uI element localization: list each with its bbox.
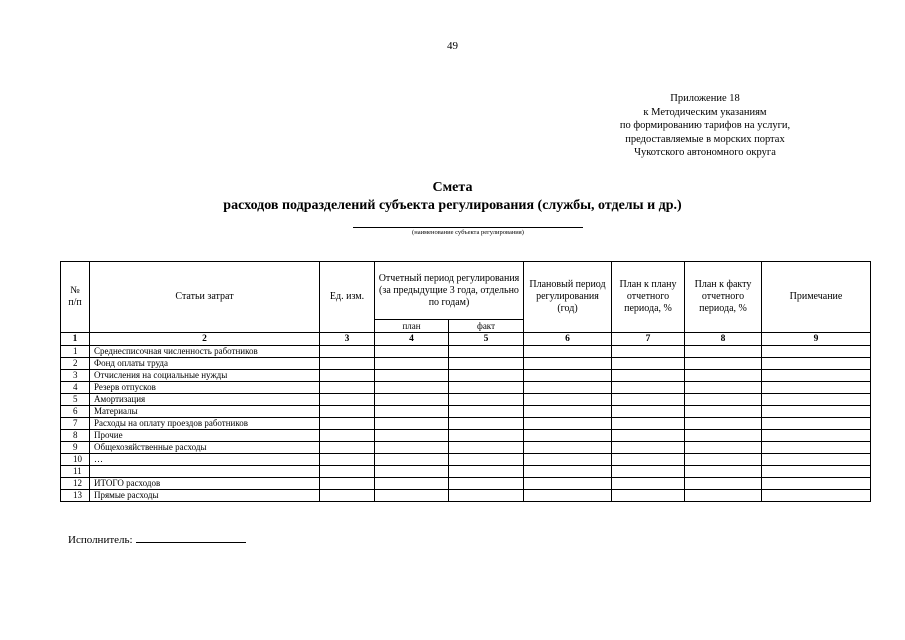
row-value-cell xyxy=(762,466,871,478)
row-value-cell xyxy=(375,454,449,466)
row-value-cell xyxy=(762,382,871,394)
row-value-cell xyxy=(449,454,524,466)
row-value-cell xyxy=(685,382,762,394)
row-cost-item xyxy=(90,466,320,478)
row-value-cell xyxy=(375,346,449,358)
table-row xyxy=(61,346,871,358)
column-number: 9 xyxy=(762,333,871,346)
table-row xyxy=(61,454,871,466)
row-value-cell xyxy=(449,442,524,454)
row-value-cell xyxy=(524,346,612,358)
row-value-cell xyxy=(762,358,871,370)
title-line-1: Смета xyxy=(432,180,473,195)
row-value-cell xyxy=(685,478,762,490)
row-number: 9 xyxy=(61,442,90,454)
row-number: 3 xyxy=(61,370,90,382)
row-value-cell xyxy=(449,478,524,490)
table-row xyxy=(61,478,871,490)
row-value-cell xyxy=(612,418,685,430)
row-value-cell xyxy=(320,478,375,490)
row-value-cell xyxy=(320,418,375,430)
row-value-cell xyxy=(612,370,685,382)
row-cost-item: Материалы xyxy=(90,406,320,418)
row-value-cell xyxy=(320,358,375,370)
row-value-cell xyxy=(612,394,685,406)
row-value-cell xyxy=(762,478,871,490)
header-item: Статьи затрат xyxy=(90,262,320,333)
table-row xyxy=(61,382,871,394)
column-number: 5 xyxy=(449,333,524,346)
row-value-cell xyxy=(375,430,449,442)
row-value-cell xyxy=(612,430,685,442)
row-number: 8 xyxy=(61,430,90,442)
row-number: 4 xyxy=(61,382,90,394)
table-row xyxy=(61,466,871,478)
row-value-cell xyxy=(375,370,449,382)
executor-signature xyxy=(68,532,246,546)
subject-name-line xyxy=(353,227,583,228)
header-note: Примечание xyxy=(762,262,871,333)
row-value-cell xyxy=(449,346,524,358)
row-value-cell xyxy=(762,430,871,442)
row-cost-item: Резерв отпусков xyxy=(90,382,320,394)
column-number: 3 xyxy=(320,333,375,346)
row-cost-item: Прочие xyxy=(90,430,320,442)
row-value-cell xyxy=(685,430,762,442)
column-number: 4 xyxy=(375,333,449,346)
row-value-cell xyxy=(320,466,375,478)
row-value-cell xyxy=(685,454,762,466)
row-number: 2 xyxy=(61,358,90,370)
header-plan-to-fact: План к факту отчетного периода, % xyxy=(685,262,762,333)
row-value-cell xyxy=(762,394,871,406)
row-value-cell xyxy=(524,430,612,442)
row-value-cell xyxy=(762,442,871,454)
row-number: 11 xyxy=(61,466,90,478)
row-value-cell xyxy=(612,358,685,370)
column-number: 6 xyxy=(524,333,612,346)
appendix-line: Приложение 18 xyxy=(670,93,740,104)
row-value-cell xyxy=(685,346,762,358)
row-value-cell xyxy=(762,346,871,358)
row-value-cell xyxy=(524,370,612,382)
row-cost-item: … xyxy=(90,454,320,466)
row-value-cell xyxy=(524,418,612,430)
column-number: 2 xyxy=(90,333,320,346)
appendix-line: Чукотского автономного округа xyxy=(634,147,776,158)
subject-name-caption: (наименование субъекта регулирования) xyxy=(412,229,524,236)
column-number: 7 xyxy=(612,333,685,346)
table-row xyxy=(61,370,871,382)
table-row xyxy=(61,406,871,418)
row-value-cell xyxy=(449,490,524,502)
row-cost-item: Фонд оплаты труда xyxy=(90,358,320,370)
row-cost-item: Прямые расходы xyxy=(90,490,320,502)
row-value-cell xyxy=(685,394,762,406)
row-value-cell xyxy=(612,478,685,490)
row-cost-item: Общехозяйственные расходы xyxy=(90,442,320,454)
row-value-cell xyxy=(685,466,762,478)
row-value-cell xyxy=(375,490,449,502)
executor-blank-line xyxy=(136,532,246,543)
row-value-cell xyxy=(375,466,449,478)
row-number: 7 xyxy=(61,418,90,430)
row-value-cell xyxy=(612,490,685,502)
table-row xyxy=(61,394,871,406)
appendix-line: к Методическим указаниям xyxy=(643,106,767,118)
row-value-cell xyxy=(762,490,871,502)
row-value-cell xyxy=(762,454,871,466)
row-value-cell xyxy=(524,394,612,406)
table-row xyxy=(61,358,871,370)
header-plan-to-plan: План к плану отчетного периода, % xyxy=(612,262,685,333)
row-value-cell xyxy=(762,418,871,430)
row-value-cell xyxy=(524,454,612,466)
title-line-2: расходов подразделений субъекта регулирования (службы, отделы и др.) xyxy=(223,198,682,213)
row-value-cell xyxy=(449,466,524,478)
table-row xyxy=(61,490,871,502)
row-value-cell xyxy=(524,358,612,370)
row-value-cell xyxy=(449,430,524,442)
row-value-cell xyxy=(449,406,524,418)
row-value-cell xyxy=(320,442,375,454)
row-value-cell xyxy=(320,406,375,418)
row-number: 6 xyxy=(61,406,90,418)
appendix-note xyxy=(575,92,835,160)
table-row xyxy=(61,418,871,430)
row-value-cell xyxy=(685,442,762,454)
document-title xyxy=(0,179,905,215)
row-value-cell xyxy=(612,442,685,454)
row-value-cell xyxy=(524,478,612,490)
row-value-cell xyxy=(685,370,762,382)
row-value-cell xyxy=(375,478,449,490)
appendix-line: предоставляемые в морских портах xyxy=(625,133,785,145)
row-value-cell xyxy=(612,454,685,466)
row-value-cell xyxy=(685,358,762,370)
executor-label: Исполнитель: xyxy=(68,534,133,546)
row-value-cell xyxy=(524,490,612,502)
row-value-cell xyxy=(685,406,762,418)
row-value-cell xyxy=(320,454,375,466)
row-value-cell xyxy=(524,406,612,418)
column-number: 8 xyxy=(685,333,762,346)
row-number: 1 xyxy=(61,346,90,358)
row-number: 13 xyxy=(61,490,90,502)
row-value-cell xyxy=(612,406,685,418)
row-value-cell xyxy=(375,418,449,430)
page-number: 49 xyxy=(447,40,458,52)
row-value-cell xyxy=(320,394,375,406)
row-value-cell xyxy=(320,430,375,442)
header-planned-period: Плановый период регулирования (год) xyxy=(524,262,612,333)
row-value-cell xyxy=(524,382,612,394)
row-value-cell xyxy=(762,370,871,382)
row-value-cell xyxy=(685,490,762,502)
row-cost-item: Среднесписочная численность работников xyxy=(90,346,320,358)
row-value-cell xyxy=(320,490,375,502)
row-cost-item: Отчисления на социальные нужды xyxy=(90,370,320,382)
table-body xyxy=(61,346,871,502)
header-unit: Ед. изм. xyxy=(320,262,375,333)
row-value-cell xyxy=(449,394,524,406)
row-value-cell xyxy=(320,382,375,394)
header-fact: факт xyxy=(449,320,524,333)
row-value-cell xyxy=(612,346,685,358)
row-value-cell xyxy=(375,358,449,370)
row-number: 10 xyxy=(61,454,90,466)
row-number: 5 xyxy=(61,394,90,406)
column-number: 1 xyxy=(61,333,90,346)
row-value-cell xyxy=(320,346,375,358)
row-value-cell xyxy=(449,382,524,394)
header-plan: план xyxy=(375,320,449,333)
row-value-cell xyxy=(685,418,762,430)
row-cost-item: Амортизация xyxy=(90,394,320,406)
table-row xyxy=(61,442,871,454)
row-cost-item: Расходы на оплату проездов работников xyxy=(90,418,320,430)
header-num: № п/п xyxy=(61,262,90,333)
row-value-cell xyxy=(612,466,685,478)
row-value-cell xyxy=(375,406,449,418)
table-row xyxy=(61,430,871,442)
row-value-cell xyxy=(524,442,612,454)
row-cost-item: ИТОГО расходов xyxy=(90,478,320,490)
row-value-cell xyxy=(612,382,685,394)
row-value-cell xyxy=(375,394,449,406)
row-value-cell xyxy=(762,406,871,418)
row-value-cell xyxy=(320,370,375,382)
appendix-line: по формированию тарифов на услуги, xyxy=(619,120,791,131)
row-value-cell xyxy=(524,466,612,478)
row-value-cell xyxy=(449,418,524,430)
row-value-cell xyxy=(375,382,449,394)
row-number: 12 xyxy=(61,478,90,490)
row-value-cell xyxy=(449,370,524,382)
cost-estimate-table xyxy=(60,261,871,502)
row-value-cell xyxy=(449,358,524,370)
row-value-cell xyxy=(375,442,449,454)
header-report-period: Отчетный период регулирования (за предыдущие 3 года, отдельно по годам) xyxy=(375,262,524,320)
